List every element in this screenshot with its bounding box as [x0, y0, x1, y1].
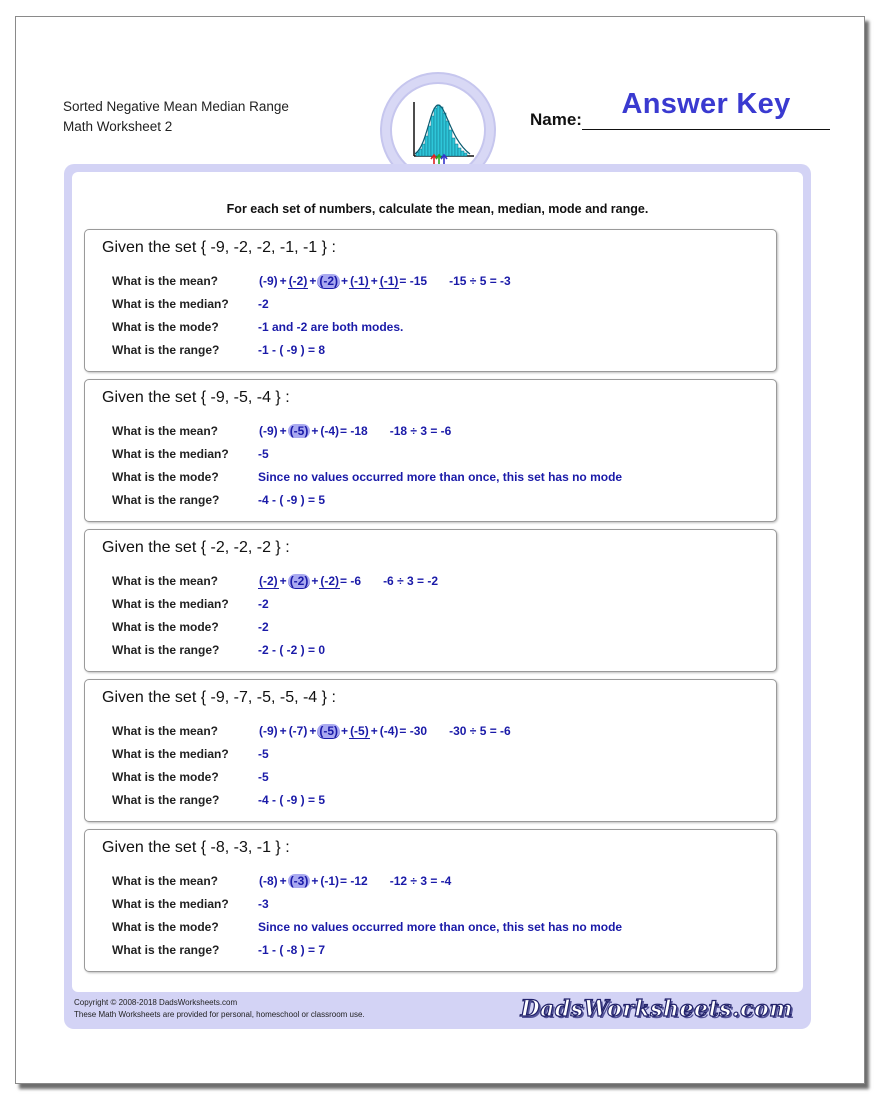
worksheet-title [63, 97, 289, 137]
range-answer: -1 - ( -9 ) = 8 [258, 343, 326, 357]
median-row [112, 597, 772, 617]
mean-term: (-9) [259, 724, 278, 738]
median-row [112, 897, 772, 917]
worksheet-content [72, 172, 803, 992]
range-row [112, 643, 772, 663]
mean-question: What is the mean? [112, 724, 219, 738]
range-row [112, 943, 772, 963]
mode-row [112, 920, 772, 940]
mean-term: (-1) [379, 274, 399, 288]
mode-question: What is the mode? [112, 620, 219, 634]
plus-sign: + [309, 724, 317, 738]
brand-logo: DadsWorksheets.com [520, 996, 793, 1022]
range-question: What is the range? [112, 943, 220, 957]
median-question: What is the median? [112, 897, 229, 911]
mean-row [112, 874, 772, 894]
mean-sum: = -18 [340, 424, 368, 438]
mean-division: -15 ÷ 5 = -3 [449, 274, 511, 288]
mean-term: (-7) [288, 724, 308, 738]
range-answer: -4 - ( -9 ) = 5 [258, 493, 326, 507]
plus-sign: + [279, 574, 287, 588]
median-term: (-5) [319, 724, 339, 738]
name-label: Name: [530, 110, 582, 129]
range-row [112, 493, 772, 513]
plus-sign: + [341, 274, 349, 288]
mean-answer [258, 274, 511, 289]
median-term: (-2) [319, 274, 339, 288]
title-line-2: Math Worksheet 2 [63, 119, 173, 134]
median-answer: -5 [258, 747, 269, 761]
mean-question: What is the mean? [112, 424, 219, 438]
plus-sign: + [279, 874, 287, 888]
mean-sum: = -12 [340, 874, 368, 888]
plus-sign: + [279, 424, 287, 438]
median-answer: -2 [258, 597, 269, 611]
range-question: What is the range? [112, 643, 220, 657]
mode-row [112, 770, 772, 790]
problem-card [84, 229, 777, 372]
problem-card [84, 829, 777, 972]
mean-answer [258, 574, 438, 589]
mode-answer: Since no values occurred more than once, this set has no mode [258, 920, 623, 934]
name-field[interactable] [530, 88, 830, 130]
mean-answer [258, 874, 451, 888]
plus-sign: + [279, 274, 287, 288]
range-question: What is the range? [112, 493, 220, 507]
median-answer: -5 [258, 447, 269, 461]
mean-question: What is the mean? [112, 574, 219, 588]
mean-sum: = -6 [340, 574, 362, 588]
copyright: Copyright © 2008-2018 DadsWorksheets.com [74, 998, 238, 1007]
plus-sign: + [370, 274, 378, 288]
median-answer: -2 [258, 297, 269, 311]
median-answer: -3 [258, 897, 269, 911]
mean-term: (-8) [259, 874, 278, 888]
median-row [112, 297, 772, 317]
answer-key-heading: Answer Key [621, 88, 791, 120]
usage-notice: These Math Worksheets are provided for personal, homeschool or classroom use. [74, 1010, 365, 1019]
given-set: Given the set { -9, -2, -2, -1, -1 } : [102, 239, 336, 256]
mean-term: (-4) [320, 424, 340, 438]
range-answer: -4 - ( -9 ) = 5 [258, 793, 326, 807]
given-set: Given the set { -9, -5, -4 } : [102, 389, 290, 406]
bell-curve-histogram-icon [392, 84, 484, 176]
range-question: What is the range? [112, 793, 220, 807]
range-row [112, 343, 772, 363]
mean-term: (-4) [379, 724, 399, 738]
median-question: What is the median? [112, 447, 229, 461]
plus-sign: + [279, 724, 287, 738]
mean-row [112, 724, 772, 744]
median-row [112, 447, 772, 467]
mean-term: (-2) [259, 574, 278, 588]
mean-question: What is the mean? [112, 274, 219, 288]
range-answer: -1 - ( -8 ) = 7 [258, 943, 326, 957]
given-set: Given the set { -9, -7, -5, -5, -4 } : [102, 689, 336, 706]
mode-row [112, 620, 772, 640]
mode-answer: -5 [258, 770, 269, 784]
median-row [112, 747, 772, 767]
median-term: (-3) [289, 874, 309, 888]
mean-term: (-2) [288, 274, 308, 288]
mean-term: (-1) [350, 274, 369, 288]
median-question: What is the median? [112, 297, 229, 311]
plus-sign: + [341, 724, 349, 738]
given-set: Given the set { -8, -3, -1 } : [102, 839, 290, 856]
mean-answer [258, 724, 511, 739]
mean-term: (-1) [320, 874, 340, 888]
mean-division: -6 ÷ 3 = -2 [383, 574, 439, 588]
median-question: What is the median? [112, 597, 229, 611]
problem-card [84, 379, 777, 522]
mean-term: (-9) [259, 274, 278, 288]
mean-question: What is the mean? [112, 874, 219, 888]
plus-sign: + [311, 874, 319, 888]
mean-row [112, 424, 772, 444]
mean-term: (-5) [350, 724, 369, 738]
title-line-1: Sorted Negative Mean Median Range [63, 99, 289, 114]
mode-question: What is the mode? [112, 470, 219, 484]
problem-card [84, 529, 777, 672]
plus-sign: + [370, 724, 378, 738]
mode-question: What is the mode? [112, 770, 219, 784]
plus-sign: + [309, 274, 317, 288]
mean-division: -12 ÷ 3 = -4 [389, 874, 452, 888]
mean-division: -18 ÷ 3 = -6 [389, 424, 452, 438]
mode-answer: -2 [258, 620, 269, 634]
footer-text [74, 997, 365, 1021]
mean-sum: = -30 [399, 724, 428, 738]
median-term: (-5) [289, 424, 309, 438]
range-question: What is the range? [112, 343, 220, 357]
mean-division: -30 ÷ 5 = -6 [449, 724, 511, 738]
mode-row [112, 320, 772, 340]
mean-sum: = -15 [399, 274, 428, 288]
range-row [112, 793, 772, 813]
given-set: Given the set { -2, -2, -2 } : [102, 539, 290, 556]
mode-row [112, 470, 772, 490]
mode-question: What is the mode? [112, 320, 219, 334]
median-term: (-2) [289, 574, 309, 588]
mode-answer: -1 and -2 are both modes. [258, 320, 404, 334]
median-question: What is the median? [112, 747, 229, 761]
mean-term: (-2) [320, 574, 340, 588]
mean-row [112, 274, 772, 294]
plus-sign: + [311, 424, 319, 438]
mode-answer: Since no values occurred more than once, this set has no mode [258, 470, 623, 484]
instructions: For each set of numbers, calculate the mean, median, mode and range. [226, 202, 649, 216]
mean-row [112, 574, 772, 594]
mean-term: (-9) [259, 424, 278, 438]
plus-sign: + [311, 574, 319, 588]
mode-question: What is the mode? [112, 920, 219, 934]
mean-answer [258, 424, 451, 438]
problem-card [84, 679, 777, 822]
range-answer: -2 - ( -2 ) = 0 [258, 643, 326, 657]
worksheet-frame [64, 164, 811, 1029]
